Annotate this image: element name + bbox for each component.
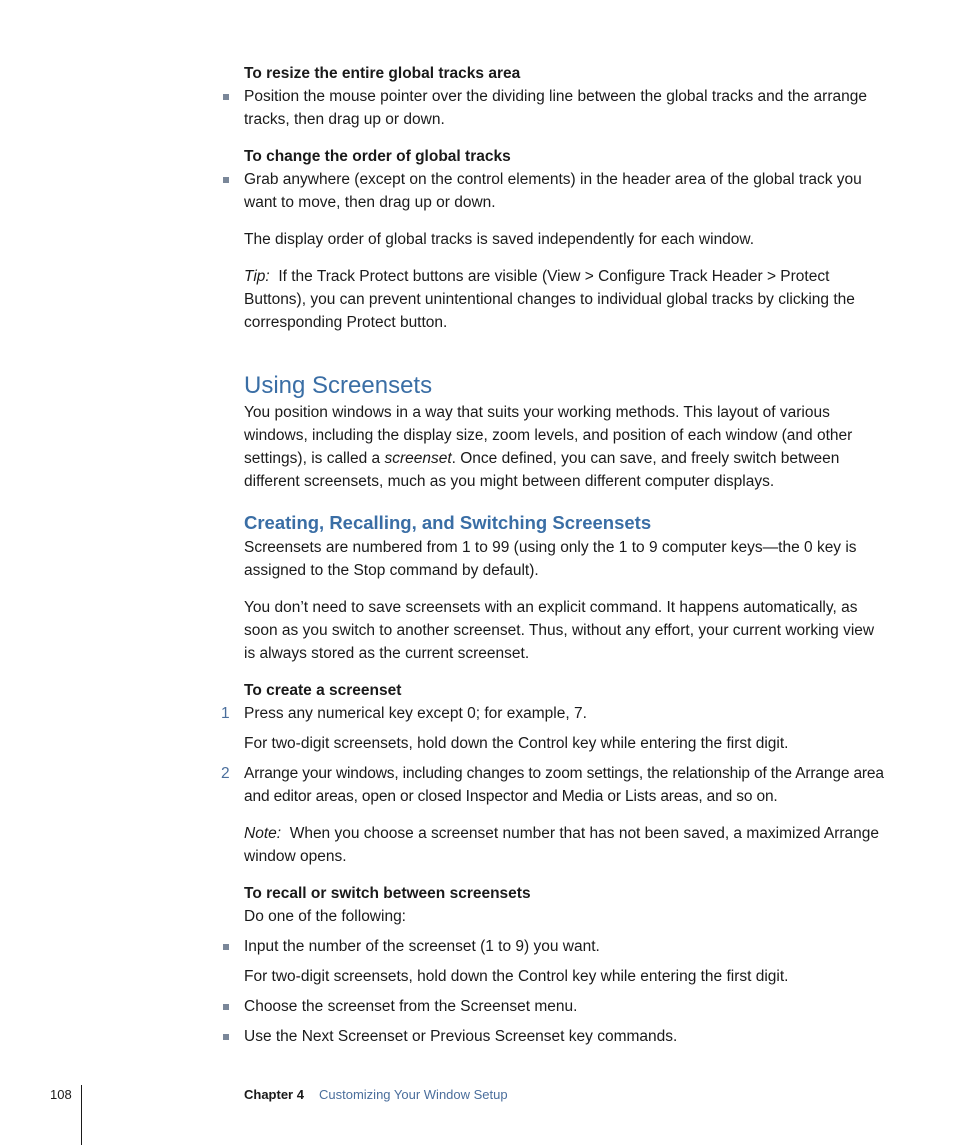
bullet-resize: Position the mouse pointer over the dividing line between the global tracks and the arrange tracks, then drag up or down. (244, 88, 867, 128)
recall-bullet-1-sub: For two-digit screensets, hold down the Control key while entering the first digit. (244, 968, 789, 985)
recall-bullet-1: Input the number of the screenset (1 to 9) you want. (244, 938, 600, 955)
bullet-marker (223, 944, 229, 950)
tip-label: Tip: (244, 268, 270, 285)
page-number: 108 (50, 1087, 72, 1102)
bullet-marker (223, 1004, 229, 1010)
para-screensets (244, 401, 884, 493)
tip-paragraph (244, 265, 884, 334)
step-number: 2 (221, 765, 230, 782)
heading-order: To change the order of global tracks (244, 148, 511, 165)
bullet-marker (223, 1034, 229, 1040)
recall-bullet-3: Use the Next Screenset or Previous Screenset key commands. (244, 1028, 678, 1045)
footer-divider (81, 1085, 82, 1145)
para-creating-1: Screensets are numbered from 1 to 99 (using only the 1 to 9 computer keys—the 0 key is assigned to the Stop command by default). (244, 539, 857, 579)
bullet-marker (223, 177, 229, 183)
para-order: The display order of global tracks is saved independently for each window. (244, 231, 755, 248)
step-1-sub: For two-digit screensets, hold down the Control key while entering the first digit. (244, 735, 789, 752)
tip-text: If the Track Protect buttons are visible (View > Configure Track Header > Protect Buttons), you can prevent unintentional changes to individual global tracks by clicking the corresponding Protect button. (244, 268, 855, 331)
para-screensets-b: . Once defined, you can save, and freely switch between different screensets, much as you might between different computer displays. (244, 450, 840, 490)
note-paragraph (244, 822, 884, 868)
note-label: Note: (244, 825, 282, 842)
note-text: When you choose a screenset number that has not been saved, a maximized Arrange window opens. (244, 825, 880, 865)
subsection-title-creating: Creating, Recalling, and Switching Screensets (244, 512, 652, 533)
step-1: Press any numerical key except 0; for example, 7. (244, 705, 587, 722)
bullet-order: Grab anywhere (except on the control elements) in the header area of the global track you want to move, then drag up or down. (244, 171, 862, 211)
step-number: 1 (221, 705, 230, 722)
para-creating-2: You don’t need to save screensets with an explicit command. It happens automatically, as soon as you switch to another screenset. Thus, without any effort, your current working view is always stored as the current screenset. (244, 599, 875, 662)
section-title-screensets: Using Screensets (244, 372, 433, 399)
term-screenset: screenset (384, 450, 452, 467)
recall-bullet-2: Choose the screenset from the Screenset menu. (244, 998, 578, 1015)
footer-chapter-label: Chapter 4 (244, 1087, 304, 1102)
heading-recall: To recall or switch between screensets (244, 885, 531, 902)
recall-intro: Do one of the following: (244, 908, 406, 925)
heading-create: To create a screenset (244, 682, 402, 699)
bullet-marker (223, 94, 229, 100)
footer-chapter-title: Customizing Your Window Setup (319, 1087, 508, 1102)
para-screensets-a: You position windows in a way that suits your working methods. This layout of various windows, including the display size, zoom levels, and position of each window (and other settings), is called a (244, 404, 853, 467)
step-2: Arrange your windows, including changes to zoom settings, the relationship of the Arrange area and editor areas, open or closed Inspector and Media or Lists areas, and so on. (244, 765, 884, 805)
heading-resize: To resize the entire global tracks area (244, 65, 521, 82)
